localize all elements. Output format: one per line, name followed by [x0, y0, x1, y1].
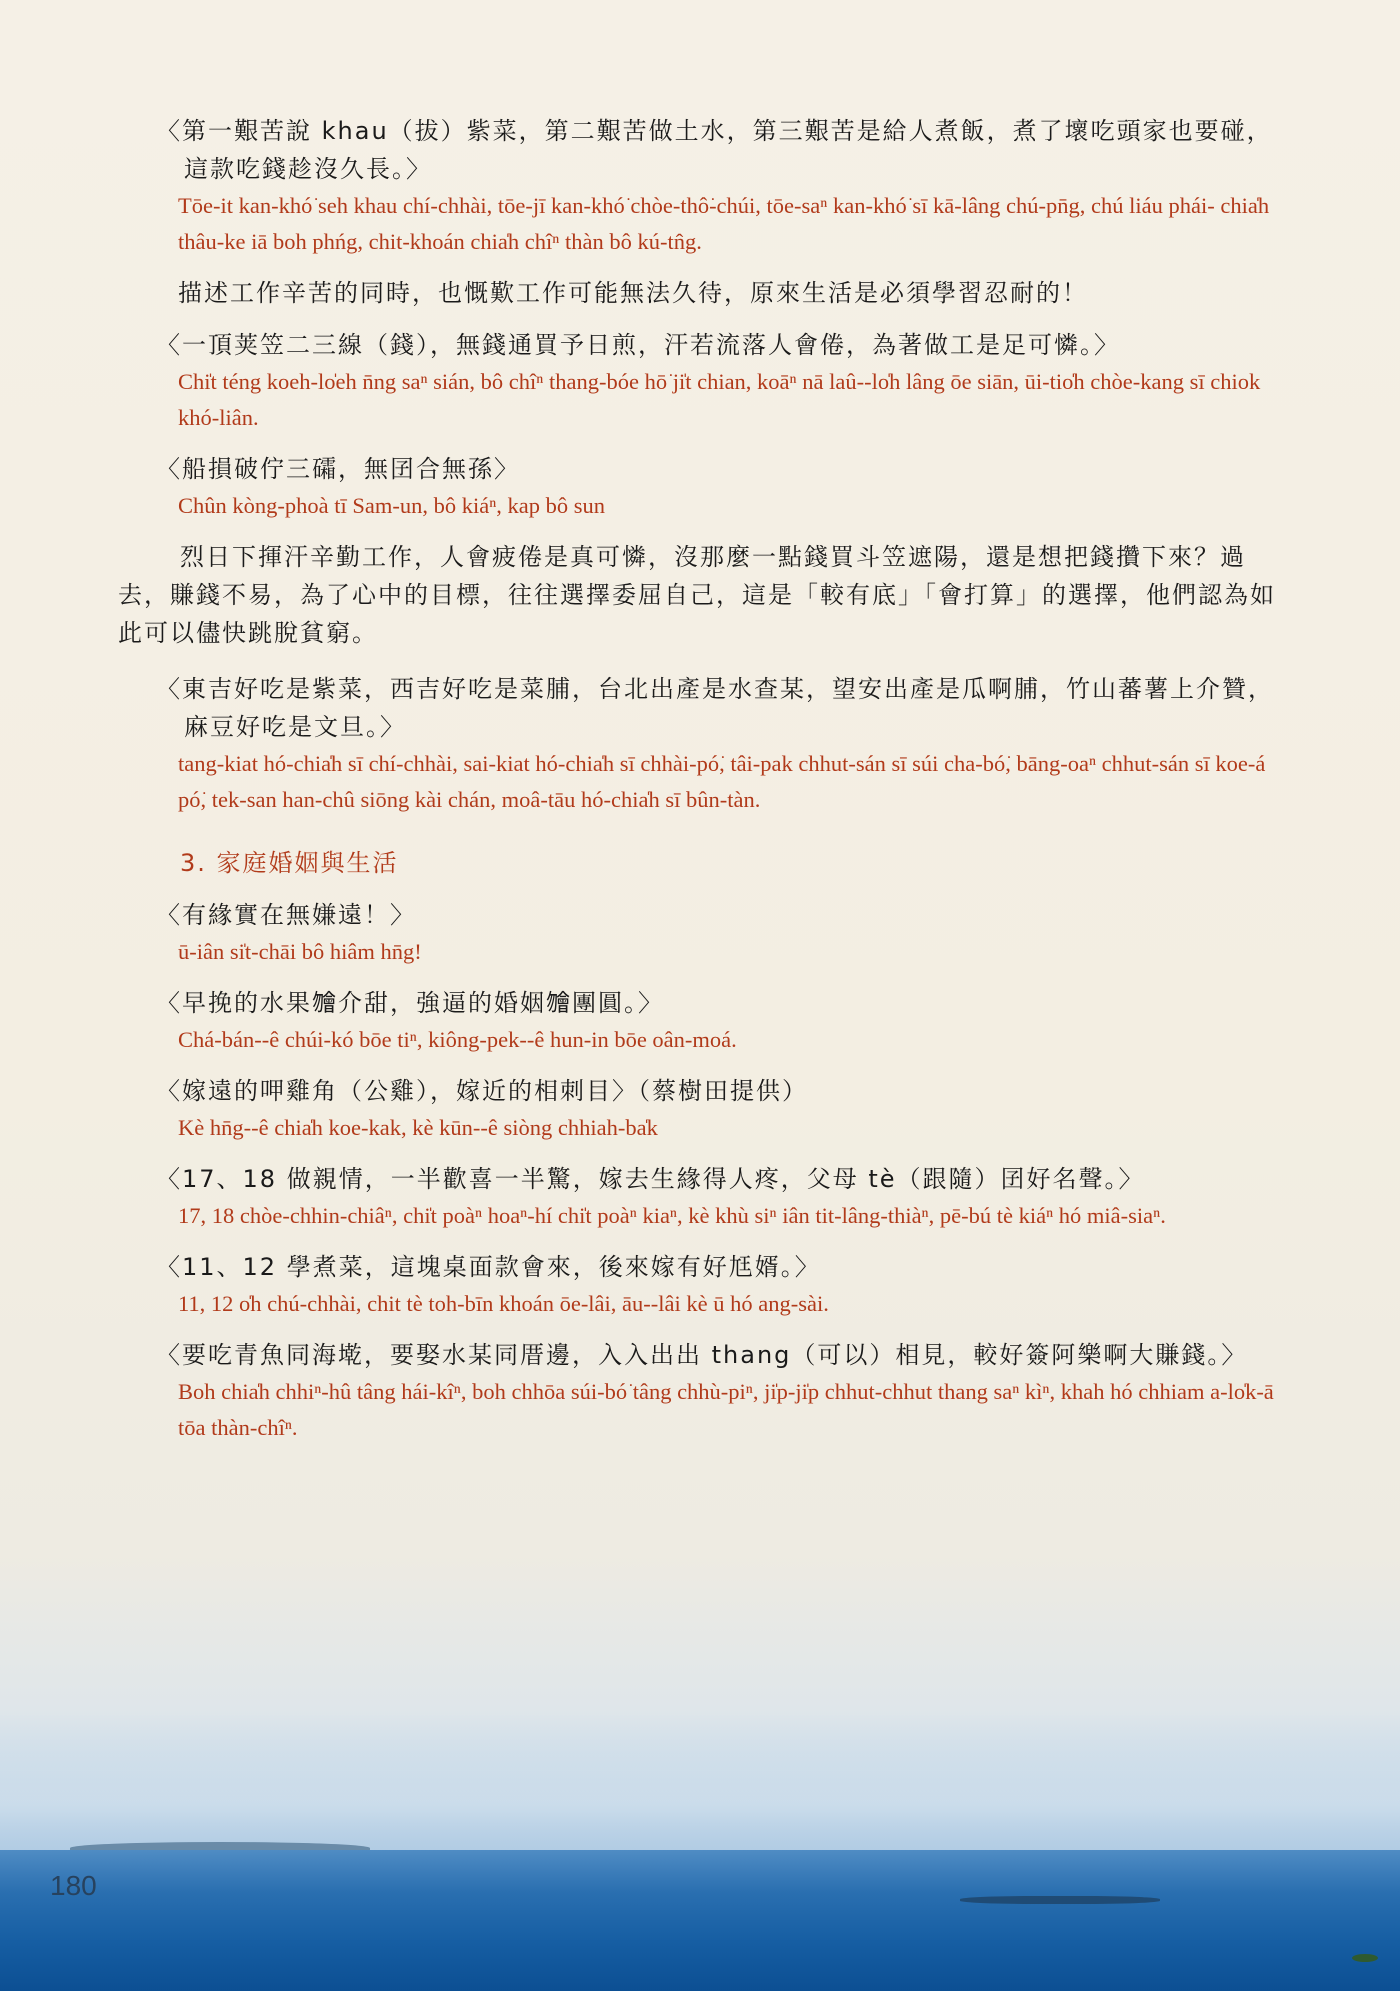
proverb-romanization: ū-iân si̍t-chāi bô hiâm hn̄g!	[178, 939, 422, 964]
proverb-romanization: Boh chia̍h chhiⁿ-hû tâng hái-kîⁿ, boh chhōa súi-bó͘ tâng chhù-piⁿ, ji̍p-ji̍p chhut-chhut thang saⁿ kìⁿ, khah hó chhiam a-lo̍k-ā tōa thàn-chîⁿ.	[178, 1379, 1274, 1440]
page-number: 180	[50, 1870, 97, 1901]
proverb-romanization: 17, 18 chòe-chhin-chiâⁿ, chi̍t poàⁿ hoaⁿ-hí chi̍t poàⁿ kiaⁿ, kè khù siⁿ iân tit-lâng-thiàⁿ, pē-bú tè kiáⁿ hó miâ-siaⁿ.	[178, 1203, 1166, 1228]
proverb-romanization: Chûn kòng-phoà tī Sam-un, bô kiáⁿ, kap bô sun	[178, 493, 606, 518]
proverb-chinese: 〈17、18 做親情，一半歡喜一半驚，嫁去生緣得人疼，父母 tè（跟隨）囝好名聲。〉	[156, 1165, 1145, 1193]
proverb-chinese: 〈東吉好吃是紫菜，西吉好吃是菜脯，台北出產是水查某，望安出產是瓜啊脯，竹山蕃薯上介贊，麻豆好吃是文旦。〉	[156, 675, 1274, 741]
proverb-chinese: 〈嫁遠的呷雞角（公雞），嫁近的相刺目〉（蔡樹田提供）	[156, 1077, 808, 1105]
boat-icon	[1352, 1954, 1378, 1962]
proverb-chinese: 〈早挽的水果𣍐介甜，強逼的婚姻𣍐團圓。〉	[156, 989, 664, 1017]
proverb-block	[118, 984, 1288, 1058]
proverb-block	[118, 326, 1288, 436]
proverb-romanization: Kè hn̄g--ê chia̍h koe-kak, kè kūn--ê siòng chhiah-ba̍k	[178, 1115, 658, 1140]
proverb-romanization: 11, 12 o̍h chú-chhài, chit tè toh-bīn khoán ōe-lâi, āu--lâi kè ū hó ang-sài.	[178, 1291, 829, 1316]
proverb-block	[118, 1072, 1288, 1146]
proverb-block	[118, 450, 1288, 524]
proverb-romanization: tang-kiat hó-chia̍h sī chí-chhài, sai-kiat hó-chia̍h sī chhài-pó͘, tâi-pak chhut-sán sī súi cha-bó͘, bāng-oaⁿ chhut-sán sī koe-á pó͘, tek-san han-chû siōng kài chán, moâ-tāu hó-chia̍h sī bûn-tàn.	[178, 751, 1266, 812]
proverb-chinese: 〈有緣實在無嫌遠！〉	[156, 901, 416, 929]
proverb-block	[118, 1336, 1288, 1446]
proverb-chinese: 〈船損破佇三礵，無囝合無孫〉	[156, 455, 520, 483]
proverb-romanization: Tōe-it kan-khó͘ seh khau chí-chhài, tōe-jī kan-khó͘ chòe-thô͘-chúi, tōe-saⁿ kan-khó͘ sī kā-lâng chú-pn̄g, chú liáu phái- chia̍h thâu-ke iā boh phńg, chit-khoán chia̍h chîⁿ thàn bô kú-tn̂g.	[178, 193, 1270, 254]
proverb-block	[118, 112, 1288, 260]
proverb-romanization: Chi̍t téng koeh-lo̍eh n̄ng saⁿ sián, bô chîⁿ thang-bóe hō͘ ji̍t chian, koāⁿ nā laû--lo̍h lâng ōe siān, ūi-tio̍h chòe-kang sī chiok khó-liân.	[178, 369, 1261, 430]
proverb-chinese: 〈一頂荚笠二三線（錢），無錢通買予日煎，汗若流落人會倦，為著做工是足可憐。〉	[156, 331, 1120, 359]
proverb-block	[118, 896, 1288, 970]
proverb-chinese: 〈要吃青魚同海墘，要娶水某同厝邊，入入出出 thang（可以）相見，較好簽阿樂啊大賺錢。〉	[156, 1341, 1248, 1369]
commentary-paragraph: 烈日下揮汗辛勤工作，人會疲倦是真可憐，沒那麼一點錢買斗笠遮陽，還是想把錢攢下來？過去，賺錢不易，為了心中的目標，往往選擇委屈自己，這是「較有底」「會打算」的選擇，他們認為如此可以儘快跳脫貧窮。	[118, 543, 1276, 647]
proverb-romanization: Chá-bán--ê chúi-kó bōe tiⁿ, kiông-pek--ê hun-in bōe oân-moá.	[178, 1027, 737, 1052]
sea-background	[0, 1850, 1400, 1991]
proverb-block	[118, 670, 1288, 818]
proverb-chinese: 〈11、12 學煮菜，這塊桌面款會來，後來嫁有好尪婿。〉	[156, 1253, 821, 1281]
sea-rocks	[960, 1896, 1160, 1904]
proverb-block	[118, 1248, 1288, 1322]
section-title: 3. 家庭婚姻與生活	[180, 849, 399, 877]
proverb-block	[118, 1160, 1288, 1234]
commentary-paragraph: 描述工作辛苦的同時，也慨歎工作可能無法久待，原來生活是必須學習忍耐的！	[178, 279, 1088, 307]
proverb-chinese: 〈第一艱苦說 khau（拔）紫菜，第二艱苦做土水，第三艱苦是給人煮飯，煮了壞吃頭家也要碰，這款吃錢趁沒久長。〉	[156, 117, 1273, 183]
page-content	[118, 112, 1288, 1460]
